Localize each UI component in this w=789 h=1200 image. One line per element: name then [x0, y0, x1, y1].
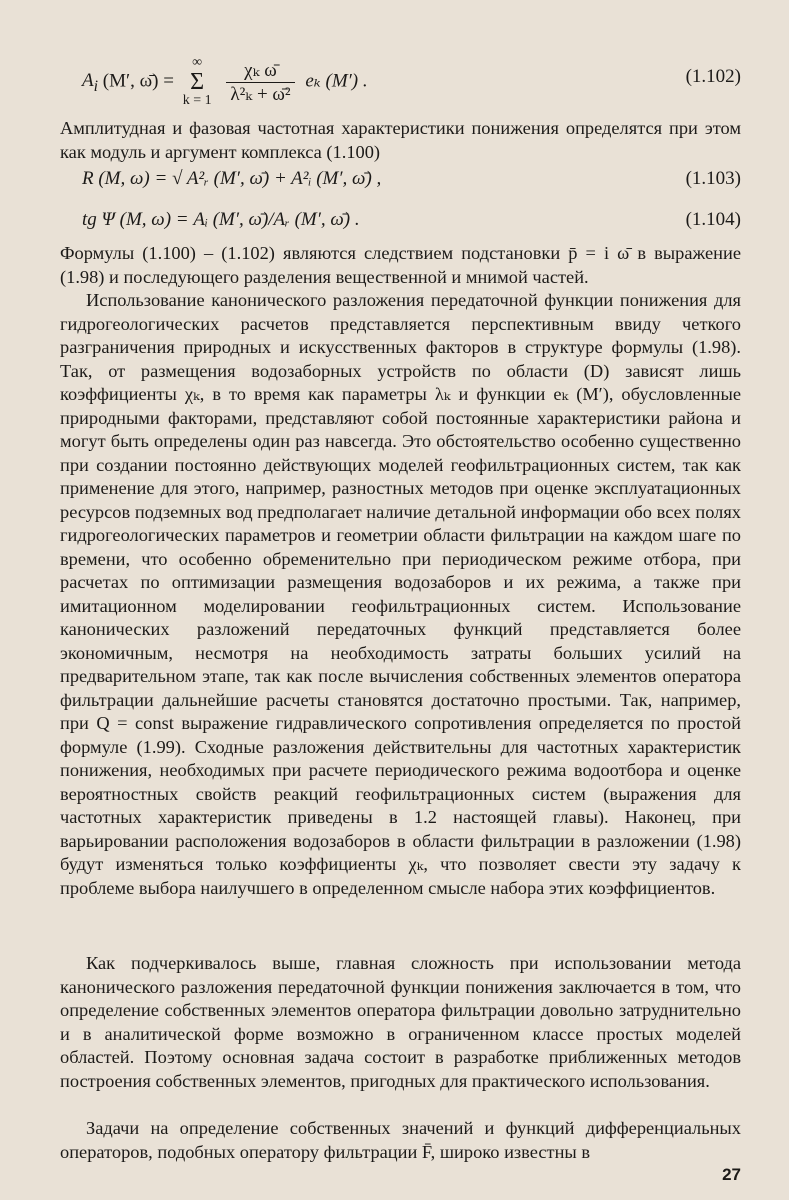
paragraph-5: Задачи на определение собственных значений и функций дифференциальных операторов, подобных оператору фильтрации F̄, широко известны в [60, 1118, 741, 1162]
eq-1-104-body: tg Ψ (M, ω) = Aᵢ (M′, ω̄)/Aᵣ (M′, ω̄) . [82, 209, 360, 230]
eq-lhs-sub: i [93, 78, 99, 96]
equation-number: (1.104) [685, 209, 741, 230]
page-number: 27 [722, 1165, 741, 1184]
paragraph-4: Как подчеркивалось выше, главная сложность при использовании метода канонического разложения передаточной функции понижения заключается в том, что определение собственных элементов оператора фильтрации довольно затруднительно и в аналитической форме возможно в ограниченном классе простых моделей областей. Поэтому основная задача состоит в разработке приближенных методов построения собственных элементов, пригодных для практического использования. [60, 953, 741, 1091]
frac-denominator: λ²ₖ + ω̄² [230, 83, 291, 105]
equation-number: (1.102) [685, 66, 741, 87]
paragraph-2: Формулы (1.100) – (1.102) являются следствием подстановки p̄ = i ω̄ в выражение (1.98) и последующего разделения вещественной и мнимой частей. [60, 243, 741, 287]
paragraph-1: Амплитудная и фазовая частотная характеристики понижения определятся при этом как модуль и аргумент комплекса (1.100) [60, 118, 741, 162]
eq-lhs-args: (M′, ω̄) = [102, 70, 174, 92]
paragraph-3: Использование канонического разложения передаточной функции понижения для гидрогеологических расчетов представляется перспективным ввиду четкого разграничения природных и искусственных факторов в структуре формулы (1.98). Так, от размещения водозаборных устройств по области (D) зависят лишь коэффициенты χₖ, в то время как параметры λₖ и функции eₖ (M′), обусловленные природными факторами, представляют собой постоянные характеристики района и могут быть определены один раз навсегда. Это обстоятельство особенно существенно при создании постоянно действующих моделей геофильтрационных систем, так как применение для этого, например, разностных методов при оценке эксплуатационных ресурсов подземных вод предполагает наличие детальной информации обо всех полях гидрогеологических параметров и геометрии области фильтрации на каждом шаге по времени, что особенно обременительно при периодическом режиме отбора, при расчетах по оптимизации размещения водозаборов и их режима, а также при имитационном моделировании геофильтрационных систем. Использование канонических разложений передаточных функций представляется более экономичным, несмотря на необходимость затраты больших усилий на предварительном этапе, так как после вычисления собственных элементов оператора фильтрации дальнейшие расчеты становятся достаточно простыми. Так, например, при Q = const выражение гидравлического сопротивления определяется по простой формуле (1.99). Сходные разложения действительны для частотных характеристик понижения, необходимых при расчете периодического режима водоотбора и оценке вероятностных свойств реакций геофильтрационных систем (выражения для частотных характеристик приведены в 1.2 настоящей главы). Наконец, при варьировании расположения водозаборов в области фильтрации в разложении (1.98) будут изменяться только коэффициенты χₖ, что позволяет свести эту задачу к проблеме выбора наилучшего в определенном смысле набора этих коэффициентов. [60, 290, 741, 898]
equation-1-104 [60, 209, 741, 235]
equation-1-102 [60, 52, 741, 108]
eq-fraction [226, 59, 294, 106]
eq-1-103-body: R (M, ω) = √ A²ᵣ (M′, ω̄) + A²ᵢ (M′, ω̄) , [82, 168, 382, 189]
sum-lower: k = 1 [182, 93, 212, 108]
sum-upper: ∞ [192, 55, 203, 70]
eq-lhs: A [82, 70, 94, 92]
sum-symbol: Σ [190, 69, 205, 95]
frac-numerator: χₖ ω̄ [226, 59, 294, 83]
equation-1-103 [60, 168, 741, 194]
equation-number: (1.103) [685, 168, 741, 189]
eq-tail: eₖ (M′) . [305, 70, 368, 92]
sum-operator [183, 56, 212, 108]
